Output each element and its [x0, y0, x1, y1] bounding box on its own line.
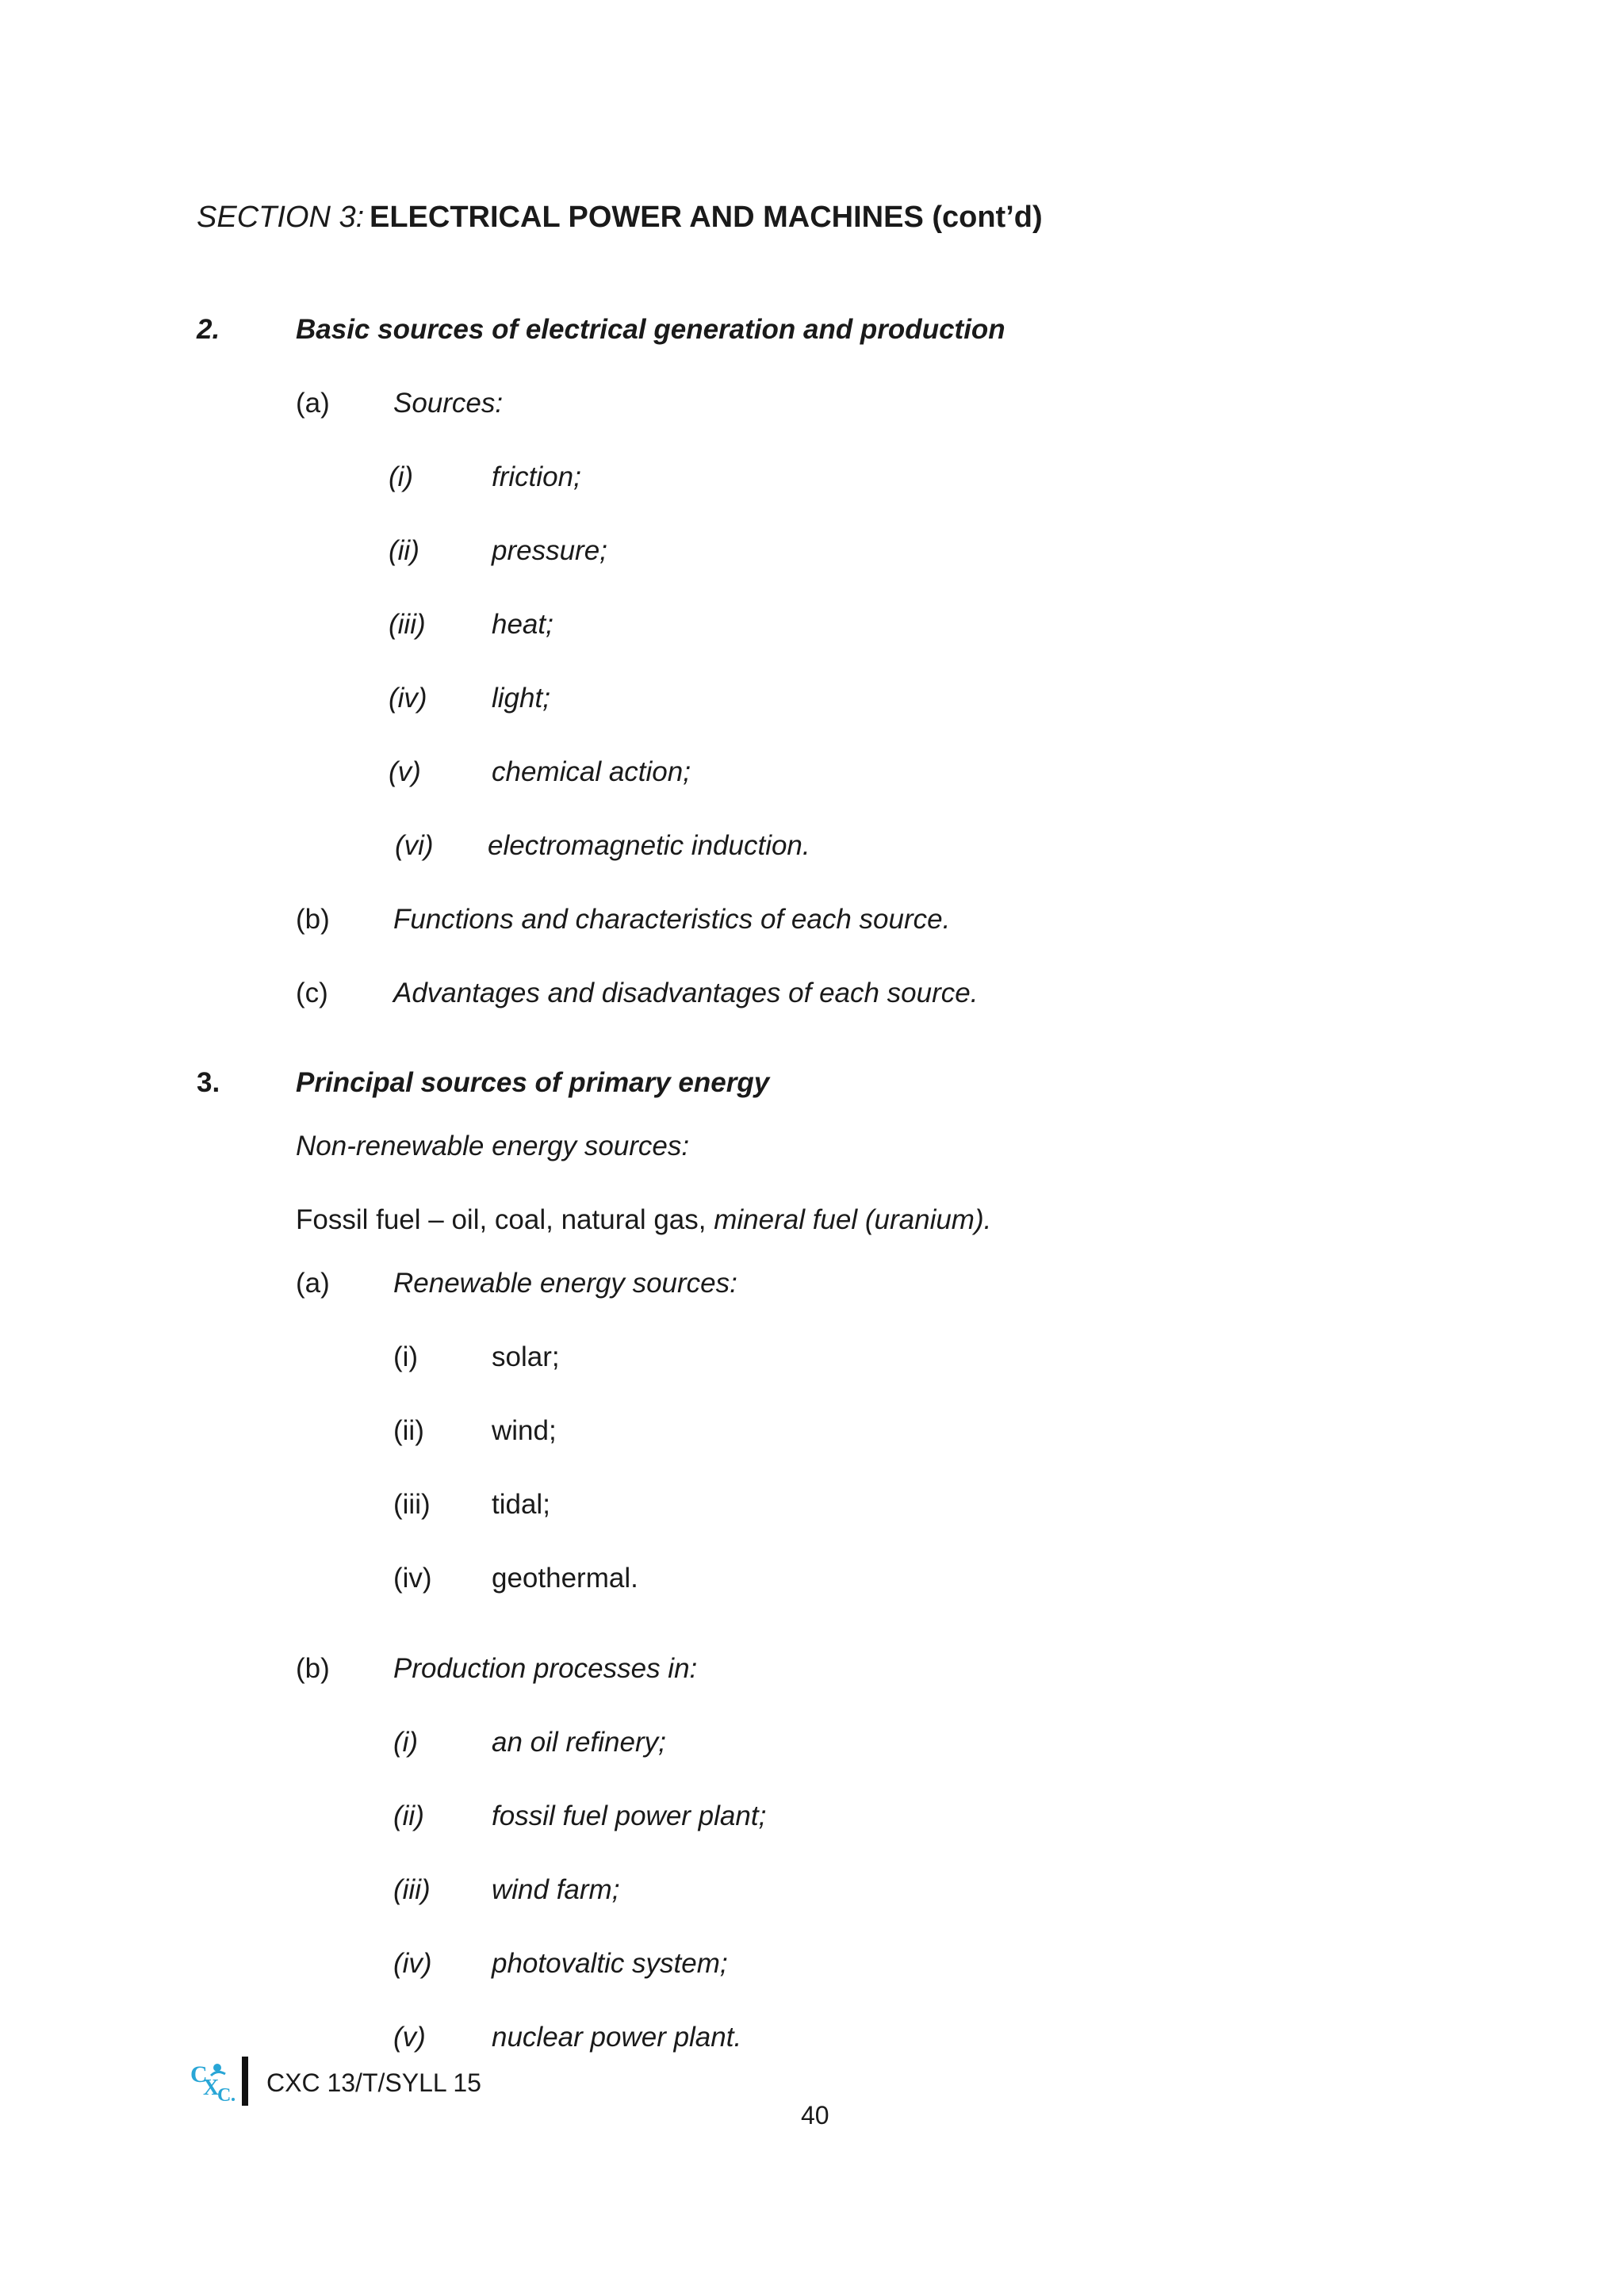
- page-number: 40: [801, 2101, 829, 2130]
- svg-text:C: C: [217, 2085, 232, 2104]
- list-item-text: photovaltic system;: [492, 1948, 728, 1979]
- svg-text:X: X: [203, 2076, 220, 2100]
- list-item-text: an oil refinery;: [492, 1727, 666, 1758]
- list-item-text: wind;: [492, 1415, 557, 1446]
- list-item-num: (iv): [393, 1563, 432, 1594]
- list-item-text: tidal;: [492, 1489, 550, 1520]
- topic-3-b-marker: (b): [296, 1653, 330, 1684]
- section-title: ELECTRICAL POWER AND MACHINES (cont’d): [370, 201, 1043, 234]
- list-item-num: (ii): [393, 1415, 424, 1446]
- topic-2-b-marker: (b): [296, 904, 330, 935]
- fossil-fuel-italic: mineral fuel (uranium).: [714, 1204, 992, 1235]
- list-item-num: (iii): [393, 1874, 431, 1905]
- list-item-text: heat;: [492, 609, 553, 640]
- section-label: SECTION 3:: [197, 201, 365, 234]
- svg-text:C: C: [190, 2061, 208, 2087]
- topic-2-c-marker: (c): [296, 978, 328, 1008]
- list-item-text: chemical action;: [492, 756, 691, 787]
- topic-2-number: 2.: [197, 314, 220, 345]
- topic-2-b-text: Functions and characteristics of each source.: [393, 904, 951, 935]
- list-item-num: (v): [393, 2022, 426, 2053]
- nonrenewable-label: Non-renewable energy sources:: [296, 1131, 690, 1161]
- list-item-text: geothermal.: [492, 1563, 638, 1594]
- topic-3-number: 3.: [197, 1067, 220, 1098]
- topic-3-b-label: Production processes in:: [393, 1653, 698, 1684]
- footer-divider: [242, 2057, 248, 2106]
- list-item-text: friction;: [492, 461, 581, 492]
- list-item-num: (ii): [389, 535, 419, 566]
- list-item-text: nuclear power plant.: [492, 2022, 742, 2053]
- list-item-num: (i): [389, 461, 414, 492]
- list-item-text: light;: [492, 683, 550, 714]
- list-item-num: (vi): [395, 830, 434, 861]
- topic-2-c-text: Advantages and disadvantages of each source.: [393, 978, 979, 1008]
- cxc-logo-icon: [189, 2058, 238, 2104]
- topic-2-a-marker: (a): [296, 388, 330, 419]
- list-item-text: wind farm;: [492, 1874, 620, 1905]
- list-item-text: solar;: [492, 1341, 560, 1372]
- topic-3-title: Principal sources of primary energy: [296, 1067, 770, 1098]
- list-item-text: pressure;: [492, 535, 607, 566]
- list-item-num: (iv): [393, 1948, 432, 1979]
- list-item-num: (i): [393, 1341, 419, 1372]
- list-item-num: (v): [389, 756, 421, 787]
- list-item-num: (iii): [389, 609, 426, 640]
- topic-2-a-label: Sources:: [393, 388, 504, 419]
- topic-3-a-label: Renewable energy sources:: [393, 1268, 737, 1299]
- fossil-fuel-plain: Fossil fuel – oil, coal, natural gas,: [296, 1204, 714, 1235]
- list-item-num: (i): [393, 1727, 419, 1758]
- syllabus-code: CXC 13/T/SYLL 15: [266, 2068, 481, 2097]
- list-item-num: (iii): [393, 1489, 431, 1520]
- topic-3-a-marker: (a): [296, 1268, 330, 1299]
- list-item-text: electromagnetic induction.: [488, 830, 810, 861]
- list-item-num: (iv): [389, 683, 427, 714]
- topic-2-title: Basic sources of electrical generation and production: [296, 314, 1005, 345]
- list-item-text: fossil fuel power plant;: [492, 1800, 767, 1831]
- fossil-fuel-line: [296, 1206, 991, 1234]
- list-item-num: (ii): [393, 1800, 424, 1831]
